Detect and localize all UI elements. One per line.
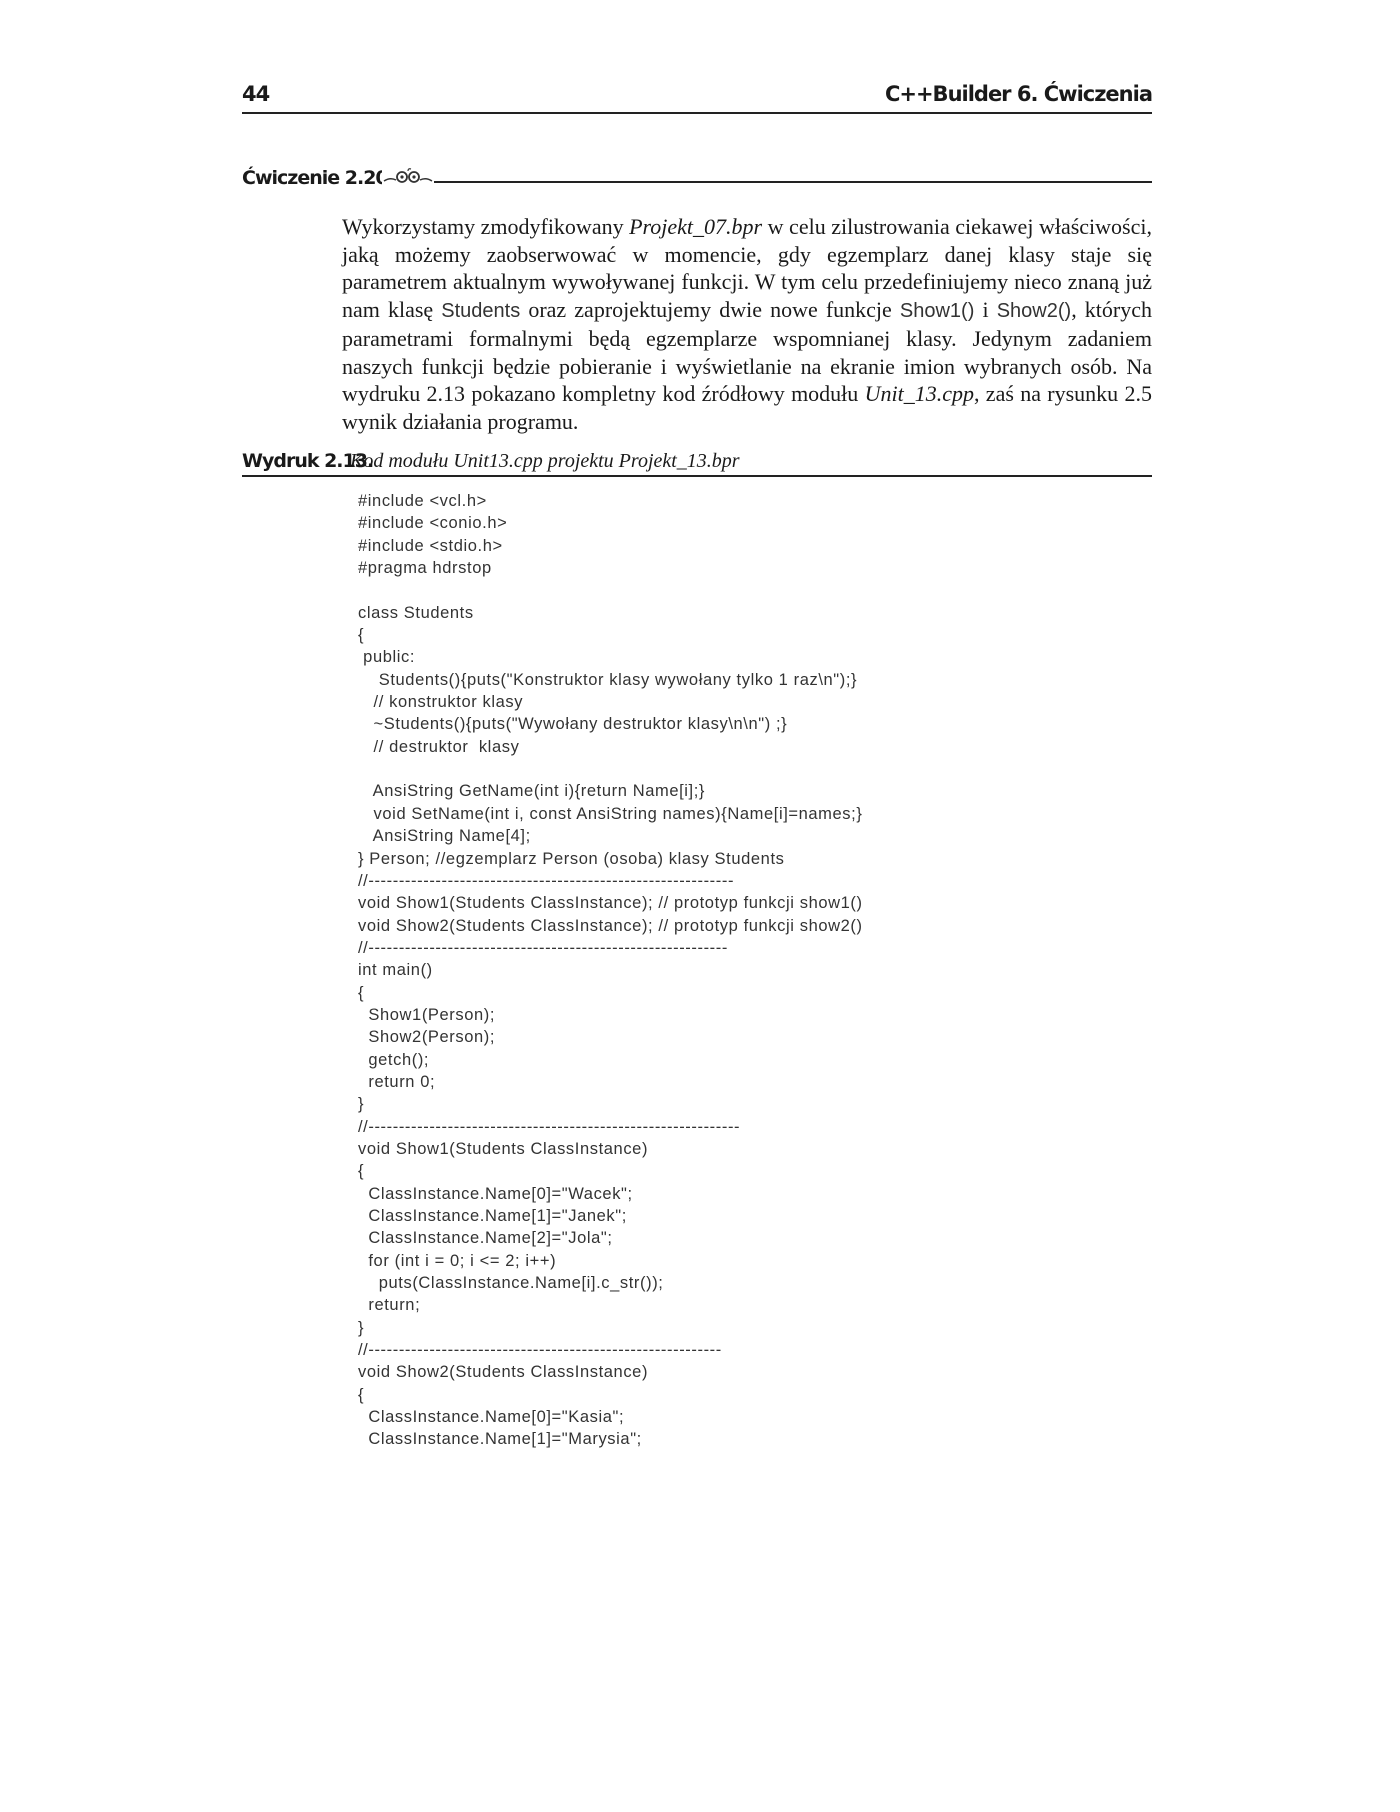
code-line: //------------------------------------------------------------- <box>358 1117 741 1136</box>
body-paragraph <box>342 213 1152 435</box>
code-line: Students(){puts("Konstruktor klasy wywołany tylko 1 raz\n");} <box>358 670 858 689</box>
code-line: puts(ClassInstance.Name[i].c_str()); <box>358 1274 664 1293</box>
code-line: { <box>358 626 365 645</box>
code-line: void Show2(Students ClassInstance) <box>358 1363 649 1382</box>
paragraph-text: oraz zaprojektujemy dwie nowe funkcje <box>520 296 900 322</box>
code-line: getch(); <box>358 1050 430 1069</box>
code-line: #include <stdio.h> <box>358 536 503 555</box>
code-listing <box>358 490 1118 1451</box>
code-line: //----------------------------------------------------------- <box>358 938 728 957</box>
listing-title: Kod modułu Unit13.cpp projektu Projekt_13.bpr <box>350 450 740 472</box>
code-line: #pragma hdrstop <box>358 559 492 578</box>
code-line: public: <box>358 648 416 667</box>
paragraph-text: , zaś na rysunku 2.5 wynik działania programu. <box>342 381 1152 434</box>
paragraph-text: w celu zilustrowania ciekawej właściwości, jaką możemy zaobserwować w momencie, gdy egzemplarz danej klasy staje się parametrem aktualnym wywoływanej funkcji. W tym celu przedefiniujemy nieco znaną już nam klasę <box>342 214 1152 322</box>
code-line: void SetName(int i, const AnsiString names){Name[i]=names;} <box>358 804 863 823</box>
ornament-icon <box>382 167 434 187</box>
paragraph-text: , których parametrami formalnymi będą egzemplarze wspomnianej klasy. Jedynym zadaniem naszych funkcji będzie pobieranie i wyświetlanie na ekranie imion wybranych osób. Na wydruku 2.13 pokazano kompletny kod źródłowy modułu <box>342 296 1152 406</box>
exercise-rule <box>370 181 1152 183</box>
code-line: // destruktor klasy <box>358 737 520 756</box>
book-title: C++Builder 6. Ćwiczenia <box>884 82 1152 106</box>
code-line: void Show2(Students ClassInstance); // prototyp funkcji show2() <box>358 916 863 935</box>
running-header <box>242 82 1152 114</box>
listing-label: Wydruk 2.13. <box>242 450 374 472</box>
inline-code: Show1() <box>899 299 975 322</box>
file-name: Projekt_07.bpr <box>629 214 763 239</box>
paragraph-text: i <box>974 296 997 322</box>
code-line: for (int i = 0; i <= 2; i++) <box>358 1251 557 1270</box>
exercise-heading <box>242 167 1152 191</box>
code-line: void Show1(Students ClassInstance) <box>358 1139 649 1158</box>
code-line: ~Students(){puts("Wywołany destruktor klasy\n\n") ;} <box>358 715 788 734</box>
code-line: } <box>358 1095 365 1114</box>
code-line: // konstruktor klasy <box>358 693 524 712</box>
inline-code: Show2() <box>996 299 1072 322</box>
code-line: ClassInstance.Name[1]="Marysia"; <box>358 1430 642 1449</box>
code-line: int main() <box>358 961 433 980</box>
code-line: ClassInstance.Name[0]="Wacek"; <box>358 1184 633 1203</box>
code-line: } <box>358 1318 365 1337</box>
code-line: ClassInstance.Name[1]="Janek"; <box>358 1207 627 1225</box>
file-name: Unit_13.cpp <box>864 381 974 406</box>
inline-code: Students <box>441 299 521 322</box>
code-line: { <box>358 1385 365 1404</box>
code-line: #include <conio.h> <box>358 514 508 533</box>
code-line <box>358 758 1118 780</box>
page-number: 44 <box>242 82 270 106</box>
code-line: { <box>358 1162 365 1181</box>
code-line: { <box>358 983 365 1002</box>
code-line: ClassInstance.Name[0]="Kasia"; <box>358 1408 625 1427</box>
code-line: AnsiString Name[4]; <box>358 827 531 846</box>
code-line: return 0; <box>358 1072 436 1091</box>
code-line: return; <box>358 1296 421 1315</box>
paragraph-text: Wykorzystamy zmodyfikowany <box>342 214 630 239</box>
code-line: } Person; //egzemplarz Person (osoba) klasy Students <box>358 849 785 868</box>
code-line: class Students <box>358 603 474 622</box>
code-line: Show2(Person); <box>358 1028 496 1047</box>
code-line: AnsiString GetName(int i){return Name[i];} <box>358 782 706 801</box>
listing-caption <box>242 449 1152 477</box>
code-line: //---------------------------------------------------------- <box>358 1341 722 1360</box>
code-line: void Show1(Students ClassInstance); // prototyp funkcji show1() <box>358 894 863 913</box>
code-line <box>358 579 1118 601</box>
exercise-label: Ćwiczenie 2.20. <box>242 167 398 189</box>
code-line: //------------------------------------------------------------ <box>358 871 735 890</box>
code-line: #include <vcl.h> <box>358 492 487 510</box>
code-line: ClassInstance.Name[2]="Jola"; <box>358 1229 613 1248</box>
code-line: Show1(Person); <box>358 1005 496 1024</box>
